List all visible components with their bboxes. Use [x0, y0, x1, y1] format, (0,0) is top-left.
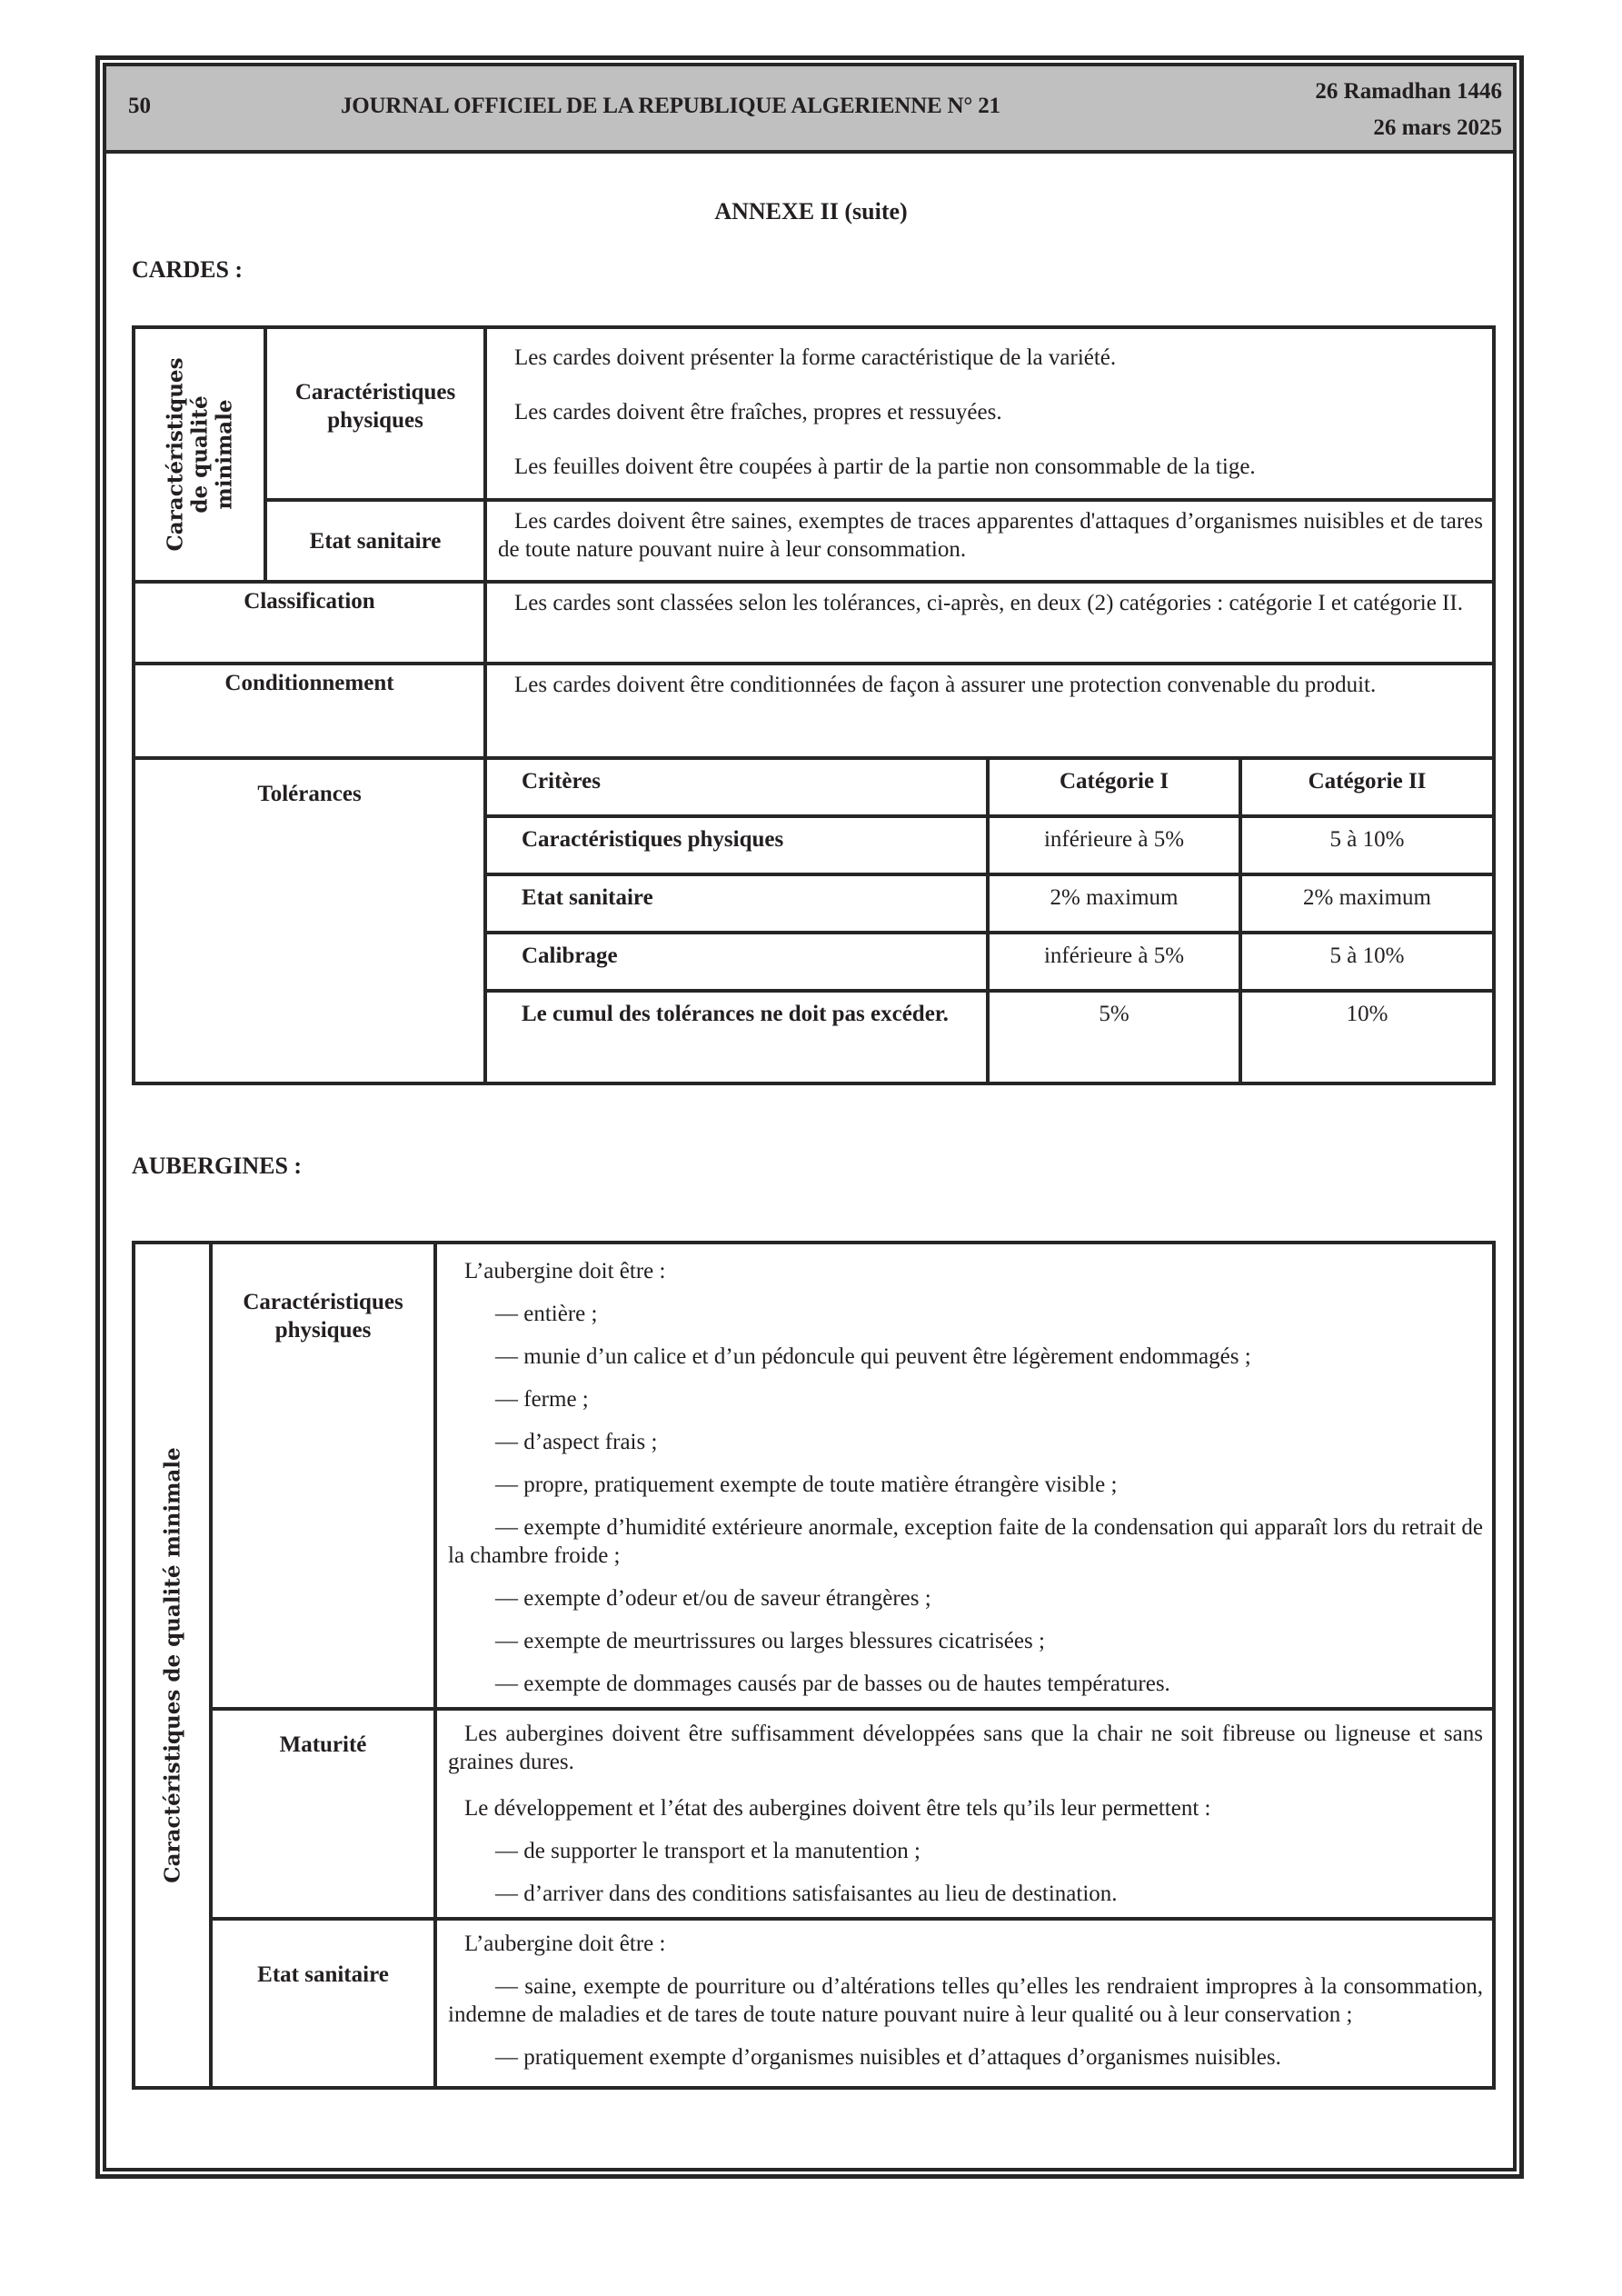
- table-row: [134, 664, 1494, 758]
- paragraph: Les cardes doivent présenter la forme caractéristique de la variété.: [514, 345, 1117, 370]
- list-item: — pratiquement exempte d’organismes nuisibles et d’attaques d’organismes nuisibles.: [495, 2045, 1281, 2070]
- list-item: — exempte d’odeur et/ou de saveur étrangères ;: [495, 1586, 931, 1611]
- list-item: — munie d’un calice et d’un pédoncule qui peuvent être légèrement endommagés ;: [495, 1344, 1251, 1369]
- section-title-cardes: CARDES :: [132, 256, 244, 283]
- list-item: — d’arriver dans des conditions satisfaisantes au lieu de destination.: [495, 1882, 1118, 1906]
- row-content-classification: Les cardes sont classées selon les tolérances, ci-après, en deux (2) catégories : catégorie I et catégorie II.: [485, 582, 1494, 664]
- aubergines-table: [132, 1241, 1496, 2090]
- annex-title: ANNEXE II (suite): [714, 198, 908, 225]
- row-content-physical: L’aubergine doit être : — entière ; — munie d’un calice et d’un pédoncule qui peuvent être légèrement endommagés ; — ferme ; — d’aspect frais ; — propre, pratiquement exempte de toute matière étrangère visible ; — exempte d’humidité extérieure anormale, exception faite de la condensation qui apparaît lors du retrait de la chambre froide ; — exempte d’odeur et/ou de saveur étrangères ; — exempte de meurtrissures ou larges blessures cicatrisées ; — exempte de dommages causés par de basses ou de hautes températures.: [435, 1243, 1494, 1709]
- date-hijri: 26 Ramadhan 1446: [1315, 79, 1502, 104]
- table-row: [134, 1709, 1494, 1919]
- table-row: [134, 1919, 1494, 2088]
- table-row: Le cumul des tolérances ne doit pas excéder. 5% 10%: [487, 991, 1492, 1082]
- group-label-rotated: Caractéristiques de qualité minimale: [163, 357, 236, 552]
- row-content-maturity: Les aubergines doivent être suffisamment développées sans que la chair ne soit fibreuse ou ligneuse et sans graines dures. Le développement et l’état des aubergines doivent être tels qu’ils leur permettent : — de supporter le transport et la manutention ; — d’arriver dans des conditions satisfaisantes au lieu de destination.: [435, 1709, 1494, 1919]
- table-row: Etat sanitaire 2% maximum 2% maximum: [487, 874, 1492, 933]
- table-row: Calibrage inférieure à 5% 5 à 10%: [487, 933, 1492, 991]
- row-label-physical: Caractéristiques physiques: [211, 1243, 435, 1709]
- paragraph: Les cardes doivent être fraîches, propres et ressuyées.: [514, 400, 1002, 424]
- row-label-maturity: Maturité: [211, 1709, 435, 1919]
- column-header: Catégorie I: [988, 760, 1240, 816]
- journal-header: [106, 66, 1513, 154]
- cardes-table: [132, 325, 1496, 1085]
- list-item: — exempte de dommages causés par de basses ou de hautes températures.: [495, 1672, 1170, 1696]
- page-number: 50: [128, 94, 151, 118]
- row-content-sanitary: L’aubergine doit être : — saine, exempte de pourriture ou d’altérations telles qu’elles les rendraient impropres à la consommation, indemne de maladies et de tares de toute nature pouvant nuire à leur qualité ou à leur conservation ; — pratiquement exempte d’organismes nuisibles et d’attaques d’organismes nuisibles.: [435, 1919, 1494, 2088]
- tolerances-table: [487, 760, 1492, 1082]
- row-content-sanitary: Les cardes doivent être saines, exemptes de traces apparentes d'attaques d’organismes nuisibles et de tares de toute nature pouvant nuire à leur consommation.: [485, 500, 1494, 582]
- row-label-physical: Caractéristiques physiques: [265, 327, 485, 500]
- list-item: — entière ;: [495, 1302, 598, 1326]
- paragraph: Les feuilles doivent être coupées à partir de la partie non consommable de la tige.: [514, 454, 1256, 479]
- table-row: [134, 1243, 1494, 1709]
- journal-title: JOURNAL OFFICIEL DE LA REPUBLIQUE ALGERIENNE N° 21: [341, 94, 1000, 118]
- list-item: — exempte de meurtrissures ou larges blessures cicatrisées ;: [495, 1629, 1045, 1653]
- table-row: [134, 758, 1494, 1083]
- row-label-classification: Classification: [134, 582, 485, 664]
- date-gregorian: 26 mars 2025: [1373, 115, 1502, 140]
- table-row: Caractéristiques physiques inférieure à 5% 5 à 10%: [487, 816, 1492, 874]
- row-label-sanitary: Etat sanitaire: [265, 500, 485, 582]
- list-item: — ferme ;: [495, 1387, 589, 1412]
- table-row: [134, 582, 1494, 664]
- list-item: — de supporter le transport et la manutention ;: [495, 1839, 920, 1863]
- list-item: — saine, exempte de pourriture ou d’altérations telles qu’elles les rendraient impropres à la consommation, indemne de maladies et de tares de toute nature pouvant nuire à leur qualité ou à leur conservation ;: [448, 1974, 1483, 2027]
- column-header: Critères: [487, 760, 988, 816]
- row-label-sanitary: Etat sanitaire: [211, 1919, 435, 2088]
- group-label-rotated: Caractéristiques de qualité minimale: [160, 1447, 184, 1883]
- table-row: [134, 327, 1494, 500]
- row-label-packaging: Conditionnement: [134, 664, 485, 758]
- tolerances-cell: [485, 758, 1494, 1083]
- issue-date: [1315, 74, 1502, 146]
- list-item: — propre, pratiquement exempte de toute matière étrangère visible ;: [495, 1472, 1118, 1497]
- list-item: — d’aspect frais ;: [495, 1430, 658, 1454]
- table-row: [134, 500, 1494, 582]
- group-label-cell: [134, 327, 265, 582]
- row-content-packaging: Les cardes doivent être conditionnées de façon à assurer une protection convenable du produit.: [485, 664, 1494, 758]
- list-item: — exempte d’humidité extérieure anormale, exception faite de la condensation qui apparaît lors du retrait de la chambre froide ;: [448, 1515, 1483, 1568]
- group-label-cell: [134, 1243, 211, 2088]
- row-label-tolerances: Tolérances: [134, 758, 485, 1083]
- row-content-physical: [485, 327, 1494, 500]
- section-title-aubergines: AUBERGINES :: [132, 1153, 303, 1179]
- column-header: Catégorie II: [1240, 760, 1492, 816]
- tolerances-header-row: [487, 760, 1492, 816]
